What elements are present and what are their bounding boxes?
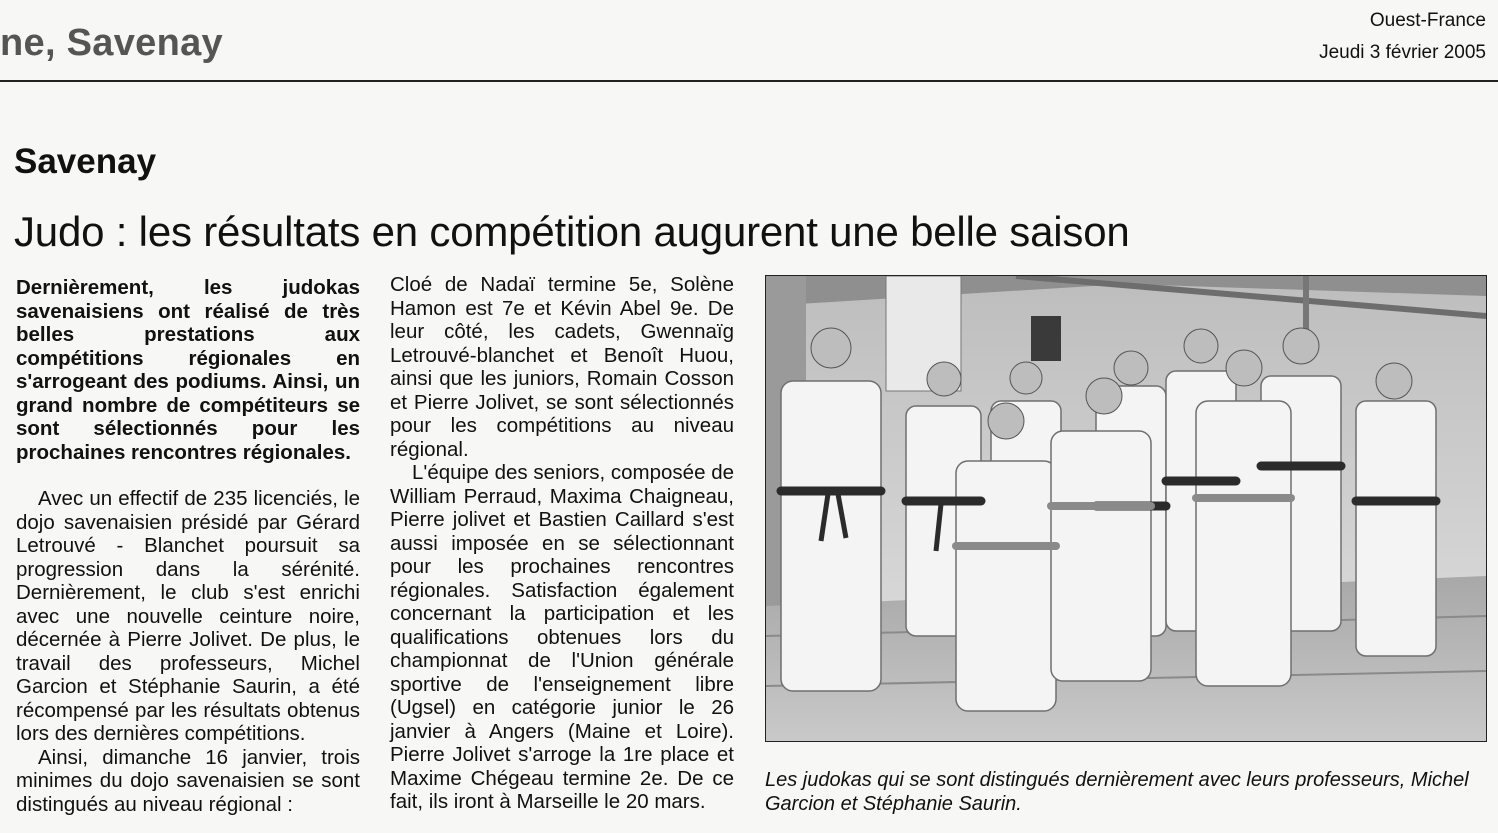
article-section-title: Savenay xyxy=(14,142,157,181)
newspaper-name: Ouest-France xyxy=(1369,10,1486,31)
team-photo-illustration xyxy=(766,276,1486,741)
photo-caption: Les judokas qui se sont distingués dernièrement avec leurs professeurs, Michel Garcion et Stéphanie Saurin. xyxy=(765,769,1469,815)
bleed-through-texture xyxy=(1040,8,1052,58)
article-paragraph-2: Ainsi, dimanche 16 janvier, trois minimes du dojo savenaisien se sont distingués au niveau régional : xyxy=(16,745,360,816)
article-column-1 xyxy=(16,276,360,816)
article-headline: Judo : les résultats en compétition augurent une belle saison xyxy=(14,208,1130,255)
header-rule xyxy=(0,80,1498,82)
team-photo xyxy=(765,275,1487,742)
publication-date: Jeudi 3 février 2005 xyxy=(1319,42,1486,63)
article-paragraph-1: Avec un effectif de 235 licenciés, le dojo savenaisien présidé par Gérard Letrouvé - Blanchet poursuit sa progression dans la sérénité. Dernièrement, le club s'est enrichi avec une nouvelle ceinture noire, décernée à Pierre Jolivet. De plus, le travail des professeurs, Michel Garcion et Stéphanie Saurin, a été récompensé par les résultats obtenus lors des dernières compétitions. xyxy=(16,487,360,745)
article-paragraph-4: L'équipe des seniors, composée de William Perraud, Maxima Chaigneau, Pierre jolivet et Bastien Caillard s'est aussi imposée en se sélectionnant pour les prochaines rencontres régionales. Satisfaction également concernant la participation et les qualifications obtenues lors du championnat de l'Union générale sportive de l'enseignement libre (Ugsel) en catégorie junior le 26 janvier à Angers (Maine et Loire). Pierre Jolivet s'arroge la 1re place et Maxime Chégeau termine 2e. De ce fait, ils iront à Marseille le 20 mars. xyxy=(390,461,734,813)
page-section-header: ne, Savenay xyxy=(0,22,223,64)
article-column-2 xyxy=(390,273,734,814)
article-paragraph-3: Cloé de Nadaï termine 5e, Solène Hamon est 7e et Kévin Abel 9e. De leur côté, les cadets, Gwennaïg Letrouvé-blanchet et Benoît Huou, ainsi que les juniors, Romain Cosson et Pierre Jolivet, se sont sélectionnés pour les compétitions au niveau régional. xyxy=(390,273,734,461)
article-lead: Dernièrement, les judokas savenaisiens ont réalisé de très belles prestations aux compétitions régionales en s'arrogeant des podiums. Ainsi, un grand nombre de compétiteurs se sont sélectionnés pour les prochaines rencontres régionales. xyxy=(16,276,360,464)
